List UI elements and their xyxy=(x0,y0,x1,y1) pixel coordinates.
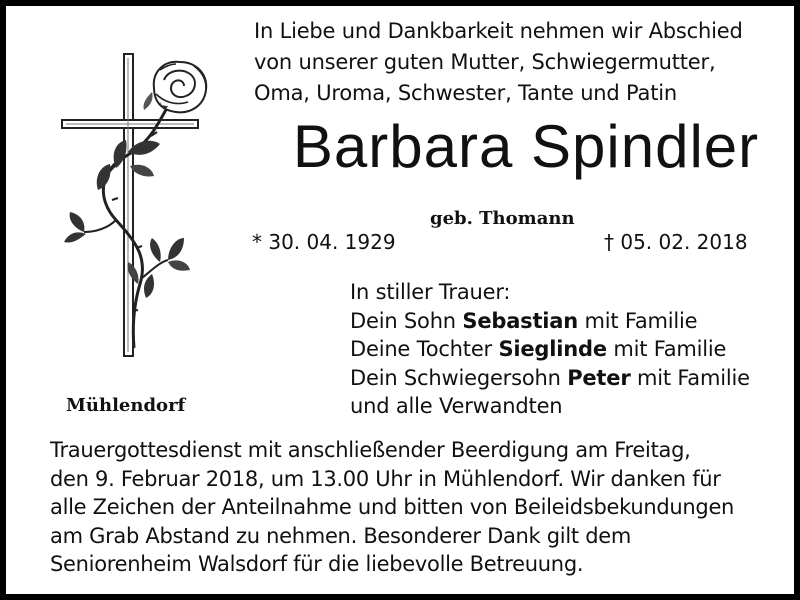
mourners-closing: und alle Verwandten xyxy=(350,394,563,418)
intro-line: In Liebe und Dankbarkeit nehmen wir Abschied xyxy=(254,19,743,43)
mourner-name: Sieglinde xyxy=(498,337,607,361)
intro-text xyxy=(254,16,784,109)
deceased-name: Barbara Spindler xyxy=(292,113,760,180)
relation-label: Deine Tochter xyxy=(350,337,499,361)
notice-line: am Grab Abstand zu nehmen. Besonderer Dank gilt dem xyxy=(50,523,631,548)
mourner-line xyxy=(350,364,790,393)
relation-label: Dein Sohn xyxy=(350,308,463,333)
mourners-heading: In stiller Trauer: xyxy=(350,280,511,304)
maiden-name: geb. Thomann xyxy=(430,208,575,229)
notice-line: Seniorenheim Walsdorf für die liebevolle Betreuung. xyxy=(50,552,584,576)
mourner-line xyxy=(350,335,790,364)
mourner-name: Sebastian xyxy=(462,308,579,333)
death-date: † 05. 02. 2018 xyxy=(604,230,748,254)
family-label: mit Familie xyxy=(606,337,727,361)
mourner-name: Peter xyxy=(567,365,631,390)
funeral-notice xyxy=(50,436,790,579)
notice-line: den 9. Februar 2018, um 13.00 Uhr in Mühlendorf. Wir danken für xyxy=(50,466,721,491)
intro-line: Oma, Uroma, Schwester, Tante und Patin xyxy=(254,81,677,105)
intro-line: von unserer guten Mutter, Schwiegermutter, xyxy=(254,50,716,74)
family-label: mit Familie xyxy=(630,365,750,390)
family-label: mit Familie xyxy=(578,308,698,333)
notice-line: alle Zeichen der Anteilnahme und bitten von Beileidsbekundungen xyxy=(50,495,735,519)
notice-line: Trauergottesdienst mit anschließender Beerdigung am Freitag, xyxy=(50,438,691,462)
cross-with-rose-icon xyxy=(56,48,216,368)
place-name: Mühlendorf xyxy=(66,395,186,416)
mourner-line xyxy=(350,307,790,336)
birth-date: * 30. 04. 1929 xyxy=(252,230,396,254)
relation-label: Dein Schwiegersohn xyxy=(350,365,568,390)
mourners-block xyxy=(350,278,790,421)
